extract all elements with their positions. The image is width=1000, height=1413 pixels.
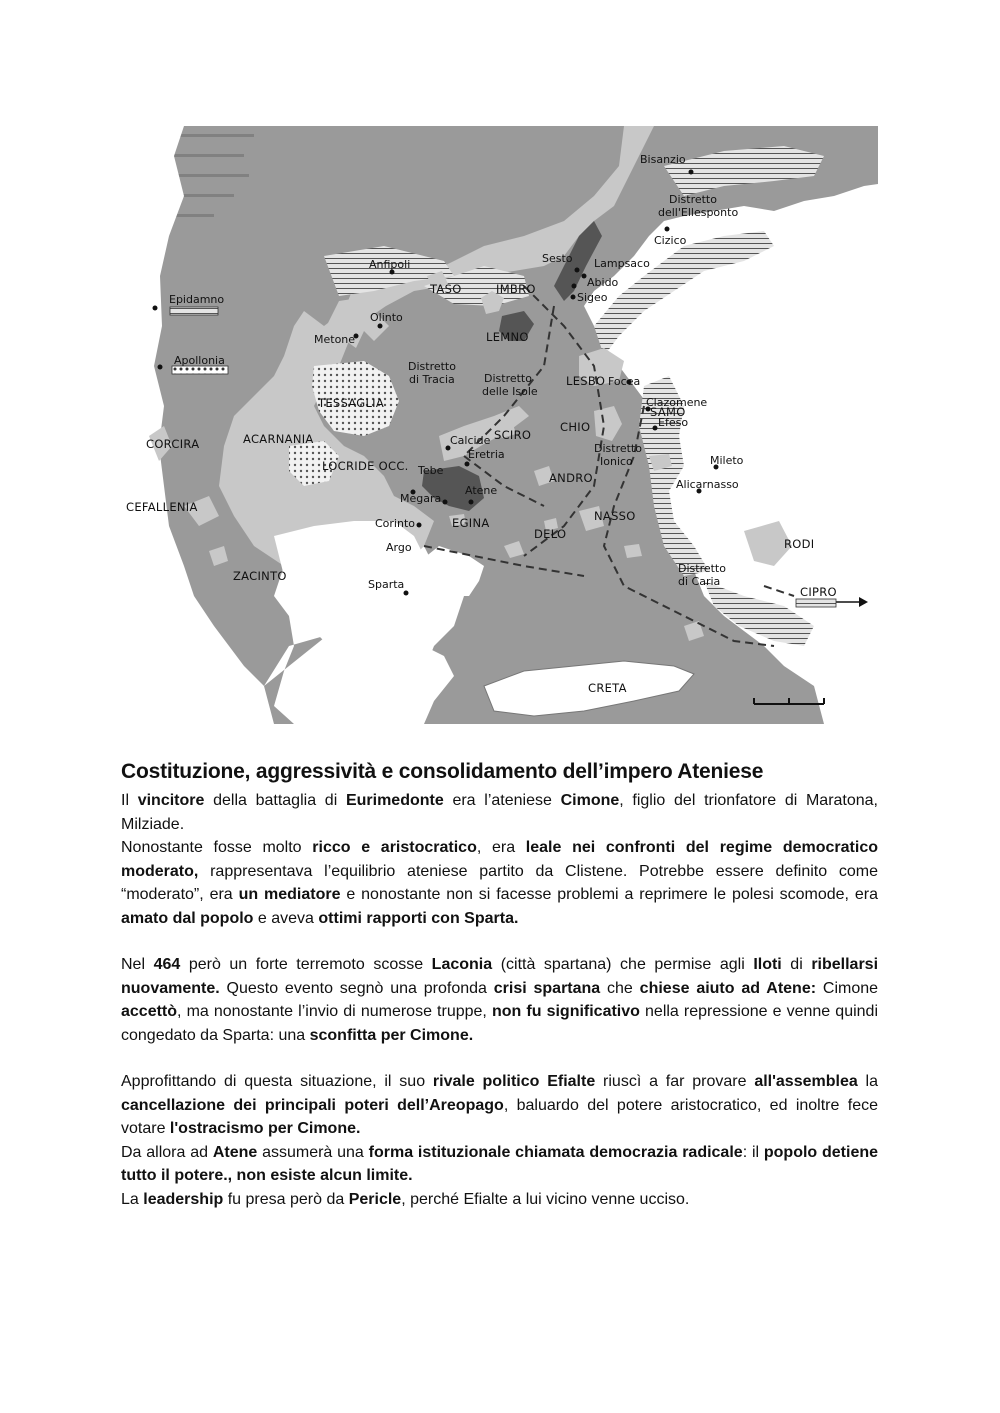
label-corinto: Corinto: [375, 517, 416, 530]
label-lemno: LEMNO: [486, 330, 529, 344]
paragraph-6: La leadership fu presa però da Pericle, perché Efialte a lui vicino venne ucciso.: [121, 1190, 690, 1208]
label-focea: Focea: [608, 375, 641, 388]
label-lesbo: LESBO: [566, 374, 606, 388]
label-olinto: Olinto: [370, 311, 403, 324]
label-distretto-isole-1: Distretto: [484, 372, 532, 385]
label-acarnania: ACARNANIA: [243, 432, 314, 446]
label-distretto-caria-1: Distretto: [678, 562, 726, 575]
label-sparta: Sparta: [368, 578, 405, 591]
label-distretto-isole-2: delle Isole: [482, 385, 538, 398]
label-sesto: Sesto: [542, 252, 573, 265]
label-distretto-ellesponto-1: Distretto: [669, 193, 717, 206]
label-egina: EGINA: [452, 516, 490, 530]
label-mileto: Mileto: [710, 454, 744, 467]
label-distretto-ionico-2: Ionico: [600, 455, 633, 468]
label-clazomene: Clazomene: [646, 396, 708, 409]
label-atene: Atene: [465, 484, 498, 497]
paragraph-3: Nel 464 però un forte terremoto scosse Laconia (città spartana) che permise agli Iloti di ribellarsi nuovamente. Questo evento segnò una profonda crisi spartana che chiese aiuto ad Atene: Cimone accettò, ma nonostante l’invio di numerose truppe, non fu significativo nella repressione e venne quindi congedato da Sparta: una sconfitta per Cimone.: [121, 956, 879, 1044]
paragraph-4: Approfittando di questa situazione, il suo rivale politico Efialte riuscì a far provare all'assemblea la cancellazione dei principali poteri dell’Areopago, baluardo del potere aristocratico, ed inoltre fece votare l'ostracismo per Cimone.: [121, 1073, 879, 1137]
label-alicarnasso: Alicarnasso: [676, 478, 739, 491]
paragraph-1: Il vincitore della battaglia di Eurimedonte era l’ateniese Cimone, figlio del trionfatore di Maratona, Milziade.: [121, 792, 879, 833]
label-eretria: Eretria: [468, 448, 505, 461]
label-distretto-tracia-1: Distretto: [408, 360, 456, 373]
label-anfipoli: Anfipoli: [369, 258, 411, 271]
epidamno-box: [170, 307, 218, 315]
label-nasso: NASSO: [594, 509, 636, 523]
label-delo: DELO: [534, 527, 567, 541]
paragraph-gap: [121, 1047, 878, 1070]
label-efeso: Efeso: [658, 416, 689, 429]
label-epidamno: Epidamno: [169, 293, 225, 306]
paragraph-5: Da allora ad Atene assumerà una forma istituzionale chiamata democrazia radicale: il popolo detiene tutto il potere., non esiste alcun limite.: [121, 1143, 879, 1184]
label-tessaglia: TESSAGLIA: [318, 396, 385, 410]
label-bisanzio: Bisanzio: [640, 153, 686, 166]
label-megara: Megara: [400, 492, 442, 505]
label-distretto-tracia-2: di Tracia: [409, 373, 455, 386]
label-creta: CRETA: [588, 681, 627, 695]
label-samo: SAMO: [650, 405, 686, 419]
paragraph-2: Nonostante fosse molto ricco e aristocratico, era leale nei confronti del regime democratico moderato, rappresentava l’equilibrio ateniese partito da Clistene. Potrebbe essere definito come “moderato”, era un mediatore e nonostante non si facesse problemi a reprimere le polesi scomode, era amato dal popolo e aveva ottimi rapporti con Sparta.: [121, 839, 879, 927]
label-metone: Metone: [314, 333, 356, 346]
label-andro: ANDRO: [549, 471, 593, 485]
label-chio: CHIO: [560, 420, 591, 434]
label-sciro: SCIRO: [494, 428, 532, 442]
label-cizico: Cizico: [654, 234, 687, 247]
label-rodi: RODI: [784, 537, 815, 551]
aegean-map: [124, 126, 878, 724]
island-cyclades-2: [624, 544, 642, 558]
article: [121, 760, 878, 1211]
label-distretto-caria-2: di Caria: [678, 575, 721, 588]
label-distretto-ionico-1: Distretto: [594, 442, 642, 455]
label-corcira: CORCIRA: [146, 437, 200, 451]
label-apollonia: Apollonia: [174, 354, 225, 367]
apollonia-box: [172, 366, 228, 374]
label-zacinto: ZACINTO: [233, 569, 287, 583]
label-cipro: CIPRO: [800, 585, 837, 599]
label-abido: Abido: [587, 276, 619, 289]
label-tebe: Tebe: [418, 464, 444, 477]
label-calcide: Calcide: [450, 434, 491, 447]
paragraph-gap: [121, 930, 878, 953]
label-cefallenia: CEFALLENIA: [126, 500, 198, 514]
article-title: Costituzione, aggressività e consolidamento dell’impero Ateniese: [121, 760, 764, 783]
map-figure: [124, 126, 878, 724]
label-lampsaco: Lampsaco: [594, 257, 650, 270]
label-sigeo: Sigeo: [577, 291, 608, 304]
cipro-box: [796, 599, 836, 607]
label-distretto-ellesponto-2: dell'Ellesponto: [658, 206, 739, 219]
label-argo: Argo: [386, 541, 412, 554]
label-taso: TASO: [430, 282, 462, 296]
label-locride: LOCRIDE OCC.: [322, 459, 409, 473]
label-imbro: IMBRO: [496, 282, 536, 296]
